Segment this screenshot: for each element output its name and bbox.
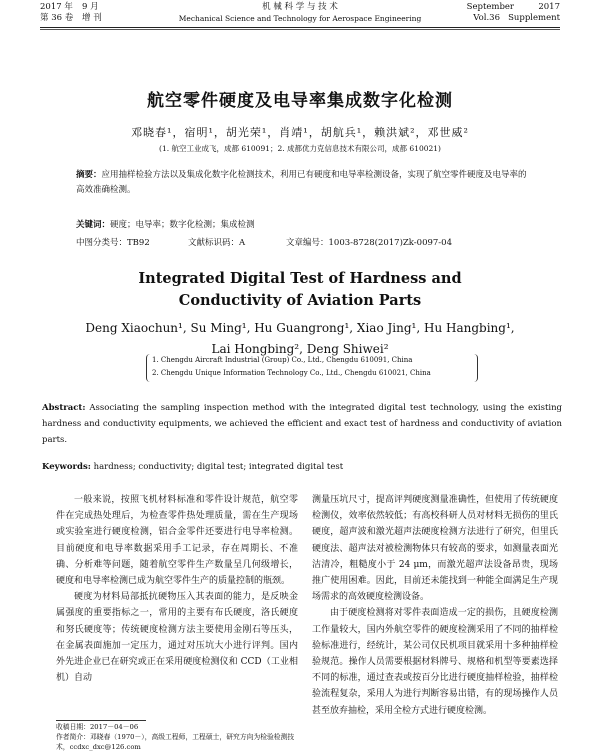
footnote-received: 收稿日期：2017－04－06 [56, 723, 139, 731]
header-month-cn: 9 月 [82, 2, 99, 12]
paper-title-en [0, 268, 600, 312]
body-paragraph: 由于硬度检测将对零件表面造成一定的损伤，且硬度检测工作量较大，国内外航空零件的硬度检测采用了不同的抽样检验标准进行，经统计，某公司仅民机项目就采用十多种抽样检验规范。操作人员需要根据材料牌号、规格和机型等要素选择不同的标准，通过查表或按百分比进行硬度抽样检验，抽样检验流程复杂，采用人为进行判断容易出错，有的现场操作人员甚至放弃抽检，采用全检方式进行硬度检测。 [312, 608, 558, 716]
header-rule-thin [40, 29, 560, 30]
abstract-cn-text: 应用抽样检验方法以及集成化数字化检测技术，利用已有硬度和电导率检测设备，实现了航空零件硬度及电导率的高效准确检测。 [76, 170, 527, 195]
keywords-cn-label: 关键词： [76, 220, 111, 230]
footnote [56, 722, 298, 752]
body-column-right [312, 492, 558, 719]
abstract-en-text: Associating the sampling inspection method with the integrated digital test technology, using the existing hardness and conductivity equipments, we achieved the efficient and exact test of hardness and conductivity of aviation parts. [42, 403, 562, 445]
body-paragraph: 测量压坑尺寸，提高评判硬度测量准确性，但使用了传统硬度检测仪，效率依然较低；有高校科研人员对材料无损伤的里氏硬度，超声波和激光超声法硬度检测方法进行了研究，但里氏硬度法、超声法对被检测物体只有较高的要求，如测量表面光洁清冷，粗糙度小于 24 μm，而激光超声法设备昂贵，现场推广使用困难。因此，目前还未能找到一种能全面满足生产现场需求的高效硬度检测设备。 [312, 495, 558, 603]
affiliation-en-2: 2. Chengdu Unique Information Technology Co., Ltd., Chengdu 610021, China [152, 369, 431, 377]
header-volume-cn: 第 36 卷 [40, 13, 74, 23]
paper-title-cn: 航空零件硬度及电导率集成数字化检测 [147, 91, 453, 111]
body-paragraph: 一般来说，按照飞机材料标准和零件设计规范，航空零件在完成热处理后，为检查零件热处理质量，需在生产现场或实验室进行硬度检测，铝合金零件还要进行电导率检测。目前硬度和电导率数据采用手工记录，存在周期长、不准确、分析难等问题，随着航空零件生产数量呈几何级增长，硬度和电导率检测已成为航空零件生产的质量控制的瓶颈。 [56, 495, 298, 587]
running-header [40, 2, 560, 30]
header-year-cn: 2017 年 [40, 2, 73, 12]
abstract-en [42, 400, 562, 448]
authors-en-line1: Deng Xiaochun¹, Su Ming¹, Hu Guangrong¹, Xiao Jing¹, Hu Hangbing¹, [85, 321, 515, 335]
header-month-en: September [466, 2, 514, 12]
header-journal-en: Mechanical Science and Technology for Aerospace Engineering [178, 14, 422, 23]
abstract-cn [76, 168, 528, 198]
clc-number: 中图分类号：TB92 [76, 238, 150, 248]
keywords-cn-text: 硬度；电导率；数字化检测；集成检测 [110, 220, 255, 230]
document-code: 文献标识码：A [188, 238, 246, 248]
header-issue-cn: 增 刊 [82, 13, 102, 23]
authors-cn: 邓晓春¹，宿明¹，胡光荣¹，肖靖¹，胡航兵¹，赖洪斌²，邓世威² [131, 126, 469, 139]
authors-en-line2: Lai Hongbing², Deng Shiwei² [211, 342, 389, 356]
abstract-en-label: Abstract: [42, 403, 86, 413]
keywords-en-text: hardness; conductivity; digital test; integrated digital test [90, 462, 344, 472]
keywords-cn [76, 218, 528, 230]
article-number: 文章编号：1003-8728(2017)Zk-0097-04 [286, 238, 452, 248]
abstract-cn-label: 摘要： [76, 170, 102, 180]
paper-title-en-line1: Integrated Digital Test of Hardness and [138, 270, 462, 287]
header-volume-en: Vol.36 [473, 13, 500, 23]
affiliation-en-1: 1. Chengdu Aircraft Industrial (Group) Co., Ltd., Chengdu 610091, China [152, 356, 413, 364]
footnote-author-info: 作者简介：邓晓春（1970－），高级工程师，工程硕士，研究方向为检验检测技术，ccdxc_dxc@126.com [56, 733, 295, 751]
header-issue-en: Supplement [508, 13, 560, 23]
header-journal-cn: 机 械 科 学 与 技 术 [262, 2, 338, 12]
footnote-rule [56, 720, 146, 721]
affiliation-en [146, 354, 482, 380]
header-rule [40, 27, 560, 28]
keywords-en-label: Keywords: [42, 462, 91, 472]
body-paragraph: 硬度为材料局部抵抗硬物压入其表面的能力，是反映金属强度的重要指标之一，常用的主要有布氏硬度，洛氏硬度和努氏硬度等；传统硬度检测方法主要使用金刚石等压头，在金属表面施加一定压力，通过对压坑大小进行评判。国内外先进企业已在研究或正在采用硬度检测仪和 CCD（工业相机）自动 [56, 592, 298, 684]
affiliation-cn: (1. 航空工业成飞，成都 610091；2. 成都优力克信息技术有限公司，成都 610021) [159, 144, 441, 153]
keywords-en [42, 462, 562, 472]
header-year-en: 2017 [538, 2, 560, 12]
body-column-left [56, 492, 298, 686]
paper-title-en-line2: Conductivity of Aviation Parts [178, 292, 422, 309]
